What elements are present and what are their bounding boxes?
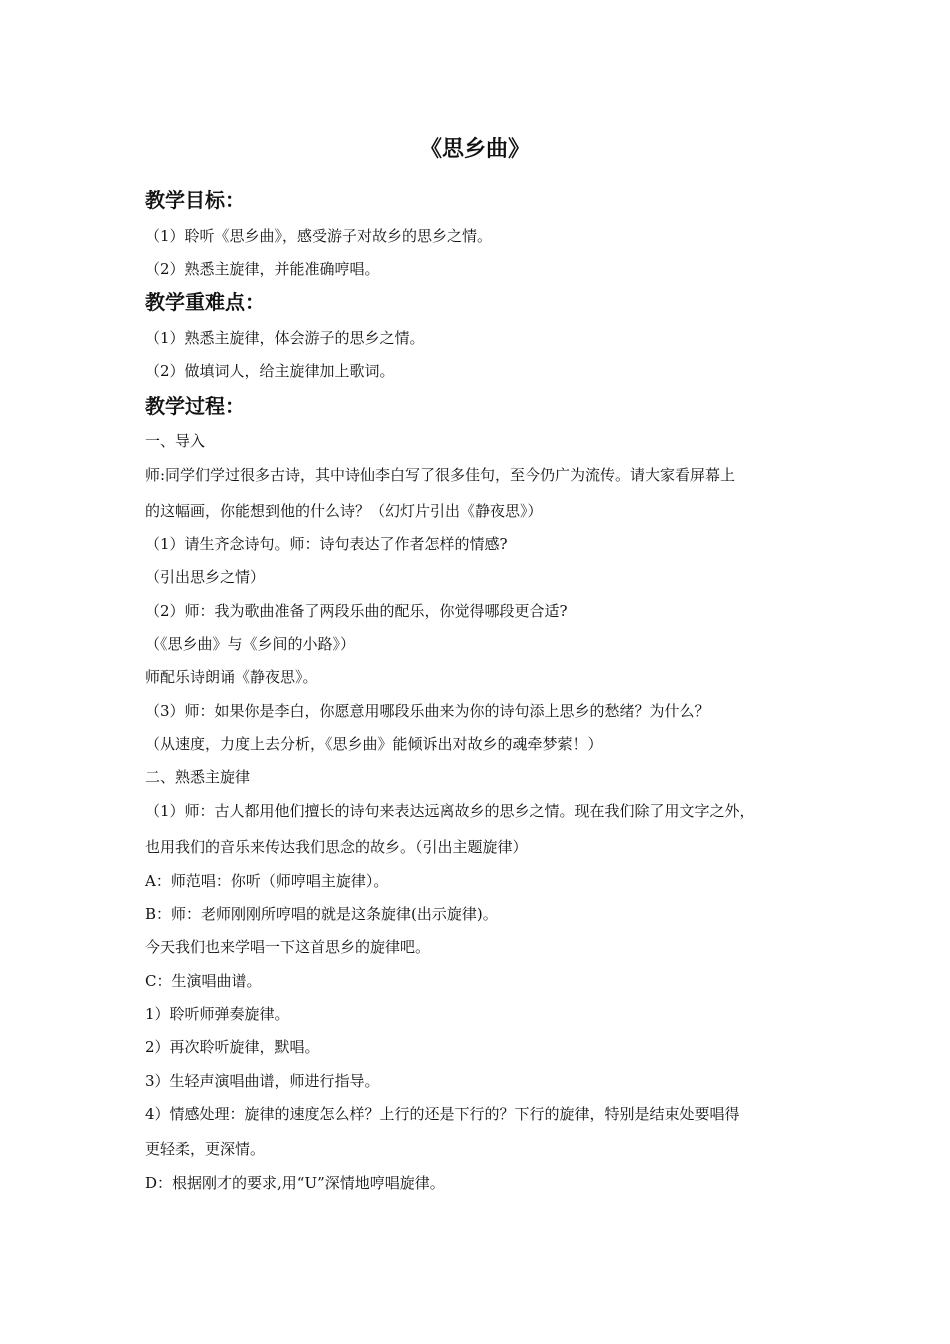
section-heading-objectives: 教学目标： (145, 188, 245, 212)
process-line: 今天我们也来学唱一下这首思乡的旋律吧。 (145, 938, 431, 956)
process-line: 也用我们的音乐来传达我们思念的故乡。（引出主题旋律） (145, 838, 528, 856)
process-line: C：生演唱曲谱。 (145, 972, 262, 990)
process-line: （引出思乡之情） (145, 568, 266, 586)
process-line: （2）师：我为歌曲准备了两段乐曲的配乐，你觉得哪段更合适? (145, 602, 568, 620)
process-line: 师:同学们学过很多古诗，其中诗仙李白写了很多佳句，至今仍广为流传。请大家看屏幕上 (145, 466, 736, 484)
subsection-heading: 一、导入 (145, 432, 206, 450)
process-line: 3）生轻声演唱曲谱，师进行指导。 (145, 1072, 380, 1090)
process-line: （从速度，力度上去分析，《思乡曲》能倾诉出对故乡的魂牵梦萦！） (145, 735, 603, 753)
section-heading-process: 教学过程： (145, 394, 245, 418)
document-title: 《思乡曲》 (419, 137, 530, 162)
key-point-item: （1）熟悉主旋律，体会游子的思乡之情。 (145, 329, 425, 347)
process-line: D：根据刚才的要求,用“U”深情地哼唱旋律。 (145, 1174, 445, 1192)
process-line: B：师：老师刚刚所哼唱的就是这条旋律(出示旋律)。 (145, 905, 498, 923)
key-point-item: （2）做填词人，给主旋律加上歌词。 (145, 362, 395, 380)
process-line: （3）师：如果你是李白，你愿意用哪段乐曲来为你的诗句添上思乡的愁绪？为什么？ (145, 702, 710, 720)
process-line: 2）再次聆听旋律，默唱。 (145, 1038, 320, 1056)
objective-item: （1）聆听《思乡曲》，感受游子对故乡的思乡之情。 (145, 227, 493, 245)
process-line: （《思乡曲》与《乡间的小路》） (145, 635, 356, 653)
process-line: 4）情感处理：旋律的速度怎么样？上行的还是下行的？下行的旋律，特别是结束处要唱得 (145, 1105, 740, 1123)
objective-item: （2）熟悉主旋律，并能准确哼唱。 (145, 260, 380, 278)
process-line: 的这幅画，你能想到他的什么诗？（幻灯片引出《静夜思》） (145, 502, 543, 520)
process-line: 1）聆听师弹奏旋律。 (145, 1005, 290, 1023)
process-line: 师配乐诗朗诵《静夜思》。 (145, 668, 318, 686)
process-line: （1）请生齐念诗句。师：诗句表达了作者怎样的情感? (145, 535, 508, 553)
process-line: 更轻柔，更深情。 (145, 1140, 266, 1158)
process-line: A：师范唱：你听（师哼唱主旋律）。 (145, 872, 389, 890)
section-heading-key-points: 教学重难点： (145, 290, 265, 314)
subsection-heading: 二、熟悉主旋律 (145, 768, 251, 786)
process-line: （1）师：古人都用他们擅长的诗句来表达远离故乡的思乡之情。现在我们除了用文字之外， (145, 802, 755, 820)
